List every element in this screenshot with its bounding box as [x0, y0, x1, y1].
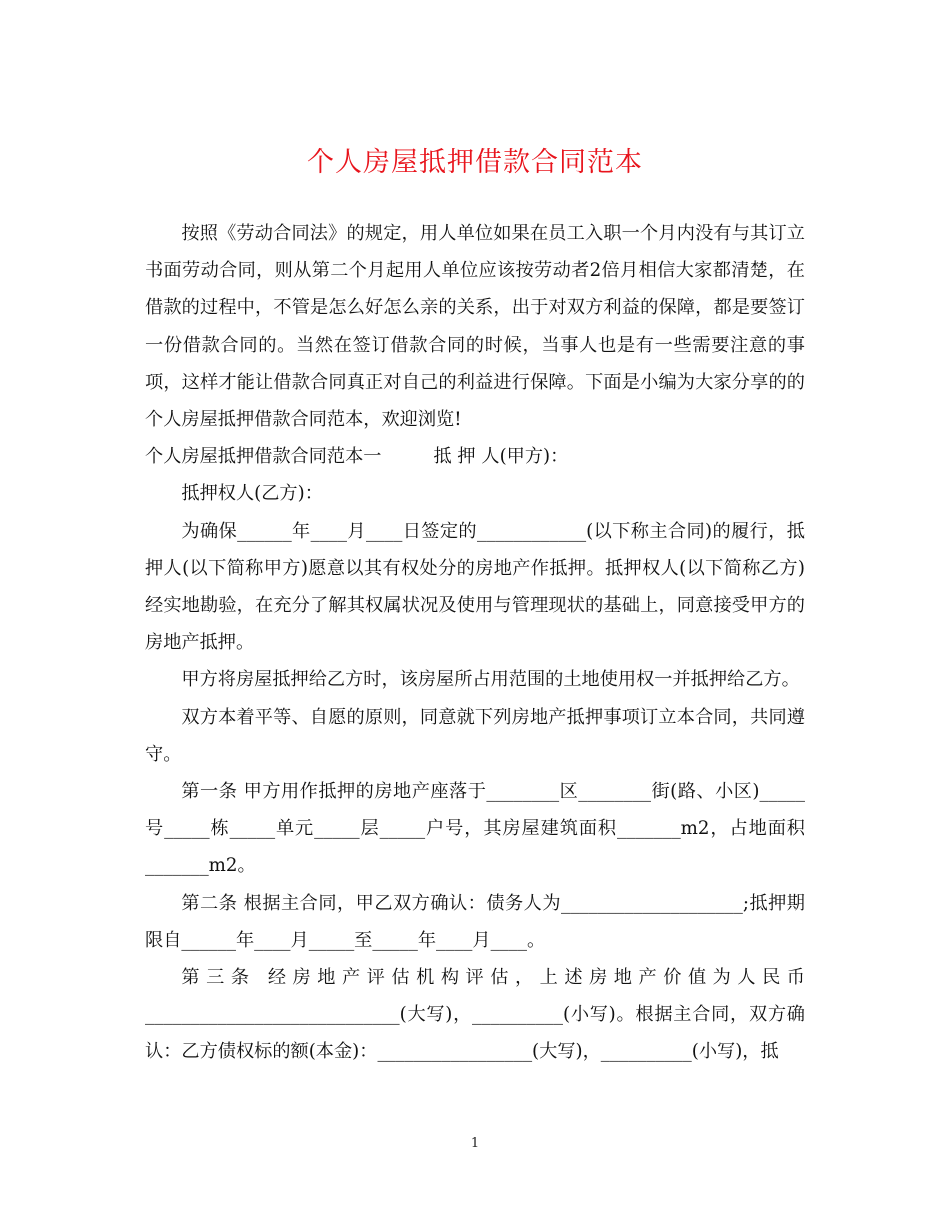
- paragraph-principle: 双方本着平等、自愿的原则，同意就下列房地产抵押事项订立本合同，共同遵守。: [145, 706, 805, 765]
- article-1: 第一条 甲方用作抵押的房地产座落于________区________街(路、小区)_____号_____栋_____单元_____层_____户号，其房屋建筑面积_______m2，占地面积_______m2。: [145, 781, 805, 877]
- intro-paragraph: 按照《劳动合同法》的规定，用人单位如果在员工入职一个月内没有与其订立书面劳动合同，则从第二个月起用人单位应该按劳动者2倍月相信大家都清楚，在借款的过程中，不管是怎么好怎么亲的关系，出于对双方利益的保障，都是要签订一份借款合同的。当然在签订借款合同的时候，当事人也是有一些需要注意的事项，这样才能让借款合同真正对自己的利益进行保障。下面是小编为大家分享的的个人房屋抵押借款合同范本，欢迎浏览!: [145, 223, 805, 431]
- article-2: 第二条 根据主合同，甲乙双方确认：债务人为____________________;抵押期限自______年____月_____至_____年____月____。: [145, 892, 805, 951]
- party-b-label: 抵押权人(乙方)：: [181, 483, 323, 505]
- article-3: 第三条 经房地产评估机构评估，上述房地产价值为人民币____________________________(大写)，__________(小写)。根据主合同，双方确认：乙方债权标的额(本金)：_________________(大写)，__________(小写)，抵: [145, 967, 805, 1063]
- page-number: 1: [470, 1136, 480, 1151]
- document-title: 个人房屋抵押借款合同范本: [307, 147, 643, 178]
- contract-heading: 个人房屋抵押借款合同范本一: [145, 446, 382, 468]
- contract-heading-line: [145, 438, 805, 475]
- paragraph-purpose: 为确保______年____月____日签定的____________(以下称主合同)的履行，抵押人(以下简称甲方)愿意以其有权处分的房地产作抵押。抵押权人(以下简称乙方)经实地勘验，在充分了解其权属状况及使用与管理现状的基础上，同意接受甲方的房地产抵押。: [145, 520, 805, 654]
- party-a-label: 抵 押 人(甲方)：: [433, 446, 569, 468]
- paragraph-land-use: 甲方将房屋抵押给乙方时，该房屋所占用范围的土地使用权一并抵押给乙方。: [181, 669, 800, 691]
- document-body: [145, 215, 805, 1071]
